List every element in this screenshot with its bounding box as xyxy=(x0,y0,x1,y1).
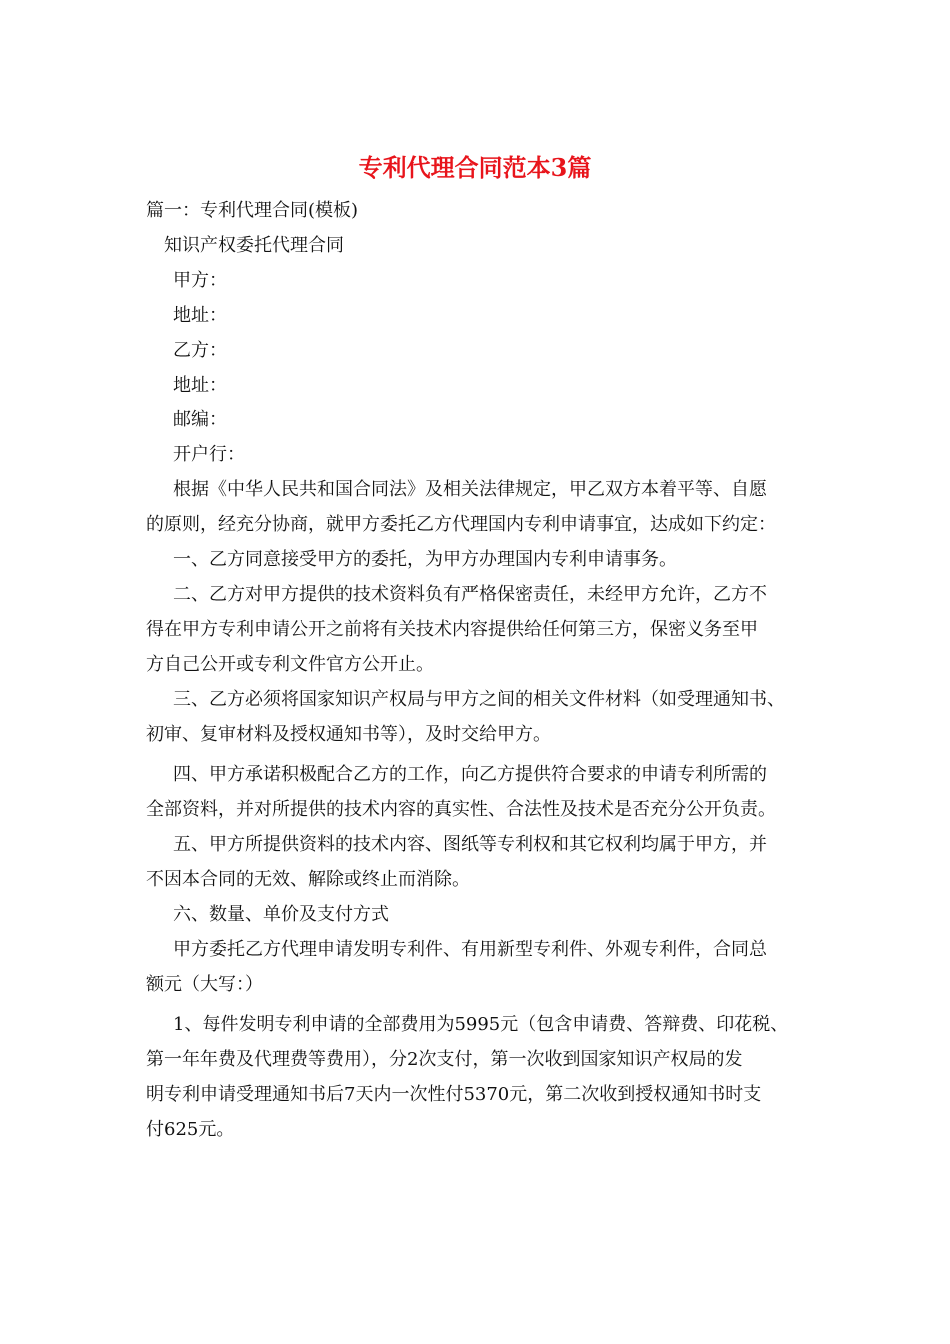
paragraph-line: 三、乙方必须将国家知识产权局与甲方之间的相关文件材料（如受理通知书、 xyxy=(173,689,785,710)
contract-name: 知识产权委托代理合同 xyxy=(164,235,344,256)
paragraph-line: 二、乙方对甲方提供的技术资料负有严格保密责任，未经甲方允许，乙方不 xyxy=(173,584,767,605)
party-b-address-label: 地址： xyxy=(173,375,227,396)
document-title: 专利代理合同范本3篇 xyxy=(358,153,592,182)
paragraph-line: 甲方委托乙方代理申请发明专利件、有用新型专利件、外观专利件，合同总 xyxy=(173,939,767,960)
paragraph-line: 第一年年费及代理费等费用），分2次支付，第一次收到国家知识产权局的发 xyxy=(146,1049,743,1070)
paragraph-line: 全部资料，并对所提供的技术内容的真实性、合法性及技术是否充分公开负责。 xyxy=(146,799,776,820)
paragraph-line: 五、甲方所提供资料的技术内容、图纸等专利权和其它权利均属于甲方，并 xyxy=(173,834,767,855)
paragraph-line: 不因本合同的无效、解除或终止而消除。 xyxy=(146,869,470,890)
paragraph-line: 得在甲方专利申请公开之前将有关技术内容提供给任何第三方，保密义务至甲 xyxy=(146,619,758,640)
paragraph-line: 付625元。 xyxy=(146,1119,235,1140)
paragraph-line: 额元（大写：） xyxy=(146,974,263,995)
paragraph-line: 根据《中华人民共和国合同法》及相关法律规定，甲乙双方本着平等、自愿 xyxy=(173,479,767,500)
section-heading: 篇一：专利代理合同(模板) xyxy=(146,200,359,221)
party-a-label: 甲方： xyxy=(173,270,227,291)
paragraph-line: 一、乙方同意接受甲方的委托，为甲方办理国内专利申请事务。 xyxy=(173,549,677,570)
paragraph-line: 四、甲方承诺积极配合乙方的工作，向乙方提供符合要求的申请专利所需的 xyxy=(173,764,767,785)
party-b-label: 乙方： xyxy=(173,340,227,361)
paragraph-line: 1、每件发明专利申请的全部费用为5995元（包含申请费、答辩费、印花税、 xyxy=(173,1014,789,1035)
paragraph-line: 初审、复审材料及授权通知书等），及时交给甲方。 xyxy=(146,724,551,745)
paragraph-line: 的原则，经充分协商，就甲方委托乙方代理国内专利申请事宜，达成如下约定： xyxy=(146,514,776,535)
paragraph-line: 明专利申请受理通知书后7天内一次性付5370元，第二次收到授权通知书时支 xyxy=(146,1084,762,1105)
party-a-address-label: 地址： xyxy=(173,305,227,326)
paragraph-line: 六、数量、单价及支付方式 xyxy=(173,904,389,925)
postcode-label: 邮编： xyxy=(173,409,227,430)
paragraph-line: 方自己公开或专利文件官方公开止。 xyxy=(146,654,434,675)
bank-label: 开户行： xyxy=(173,444,245,465)
